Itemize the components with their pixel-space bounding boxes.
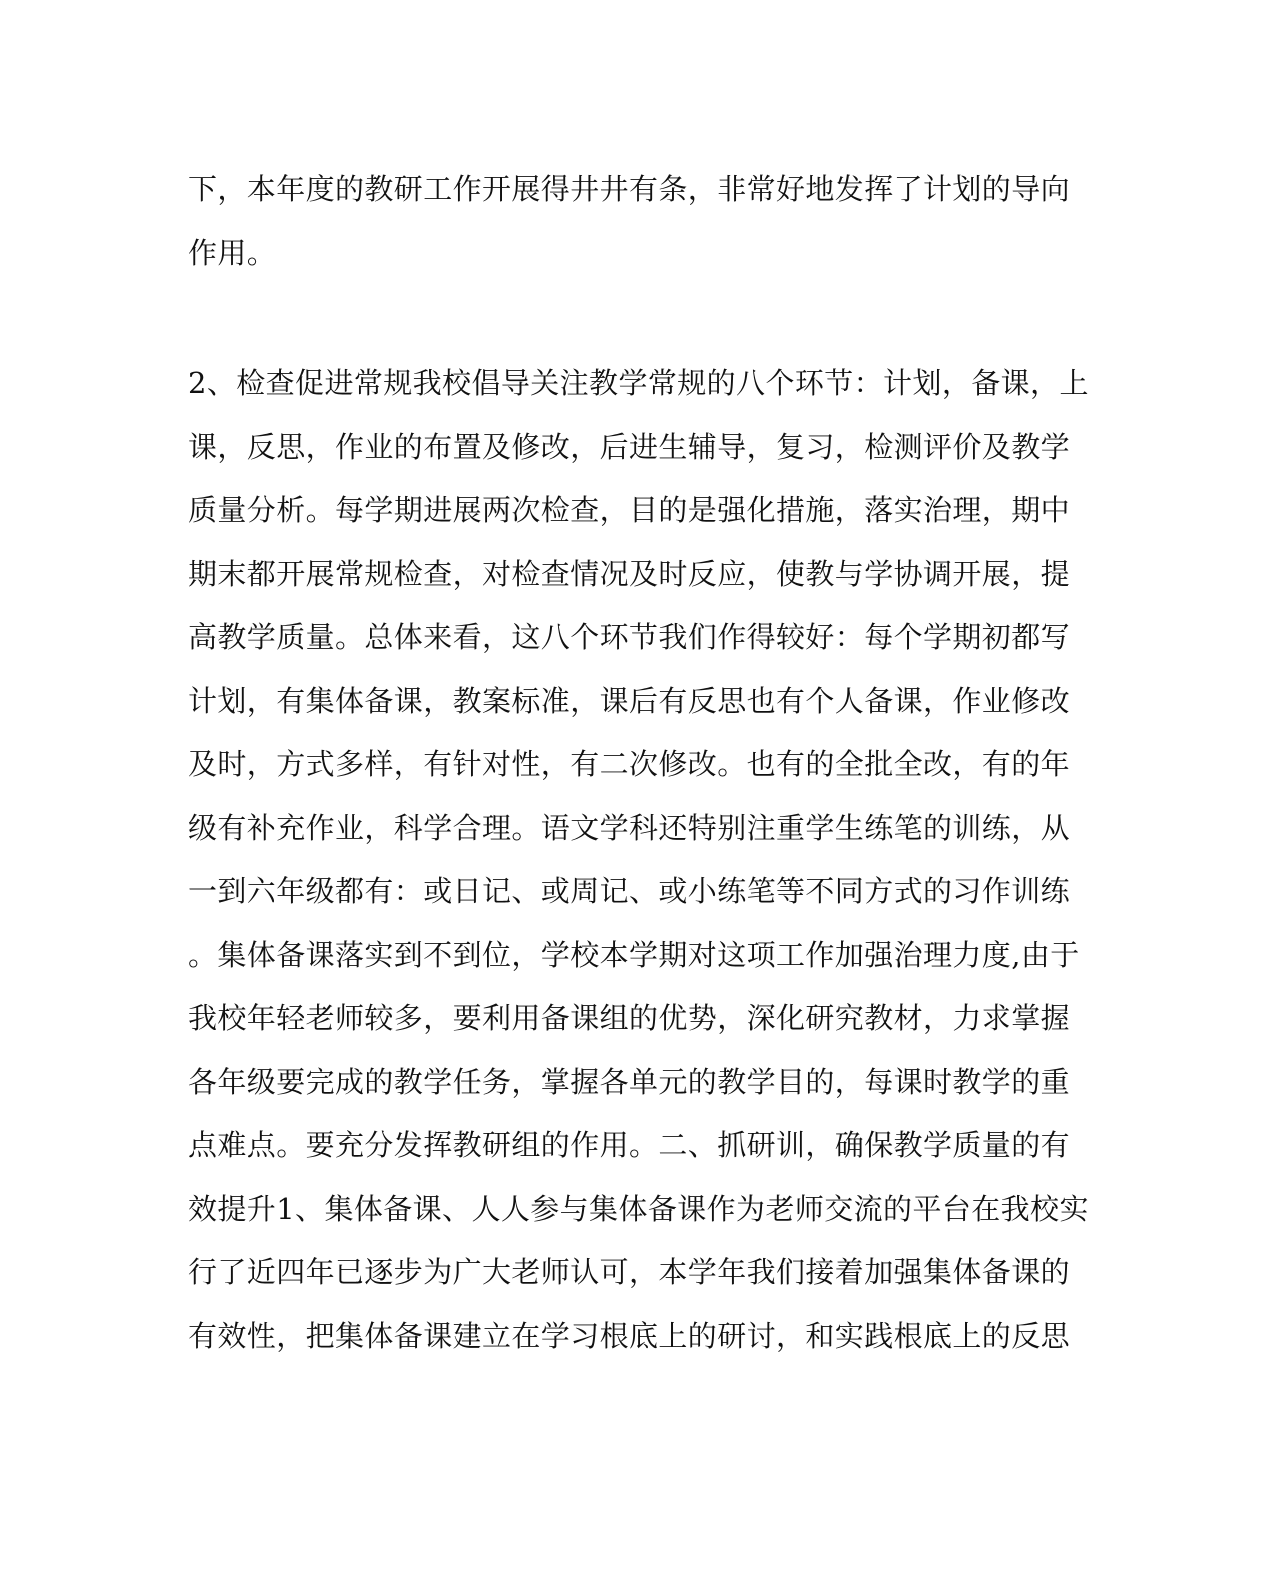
text-line: 2、检查促进常规我校倡导关注教学常规的八个环节：计划，备课，上 (188, 366, 1089, 400)
text-line: 我校年轻老师较多，要利用备课组的优势，深化研究教材，力求掌握 (188, 1001, 1071, 1035)
paragraph-2 (188, 352, 1088, 1368)
text-line: 质量分析。每学期进展两次检查，目的是强化措施，落实治理，期中 (188, 493, 1071, 527)
text-line: 计划，有集体备课，教案标准，课后有反思也有个人备课，作业修改 (188, 683, 1071, 718)
text-line: 高教学质量。总体来看，这八个环节我们作得较好：每个学期初都写 (188, 620, 1071, 654)
text-line: 及时，方式多样，有针对性，有二次修改。也有的全批全改，有的年 (188, 747, 1071, 781)
text-line: 下，本年度的教研工作开展得井井有条，非常好地发挥了计划的导向 (188, 172, 1071, 206)
text-line: 有效性，把集体备课建立在学习根底上的研讨，和实践根底上的反思 (188, 1318, 1071, 1353)
text-line: 点难点。要充分发挥教研组的作用。二、抓研训，确保教学质量的有 (188, 1128, 1071, 1162)
text-line: 作用。 (188, 235, 277, 270)
text-line: 课，反思，作业的布置及修改，后进生辅导，复习，检测评价及教学 (188, 429, 1071, 464)
text-line: 。集体备课落实到不到位，学校本学期对这项工作加强治理力度,由于 (188, 937, 1080, 972)
text-line: 一到六年级都有：或日记、或周记、或小练笔等不同方式的习作训练 (188, 874, 1071, 908)
text-line: 级有补充作业，科学合理。语文学科还特别注重学生练笔的训练，从 (188, 810, 1071, 845)
text-line: 期末都开展常规检查，对检查情况及时反应，使教与学协调开展，提 (188, 556, 1071, 591)
text-line: 行了近四年已逐步为广大老师认可，本学年我们接着加强集体备课的 (188, 1255, 1071, 1289)
paragraph-1 (188, 158, 1088, 285)
text-line: 各年级要完成的教学任务，掌握各单元的教学目的，每课时教学的重 (188, 1064, 1071, 1099)
text-line: 效提升1、集体备课、人人参与集体备课作为老师交流的平台在我校实 (188, 1191, 1089, 1226)
